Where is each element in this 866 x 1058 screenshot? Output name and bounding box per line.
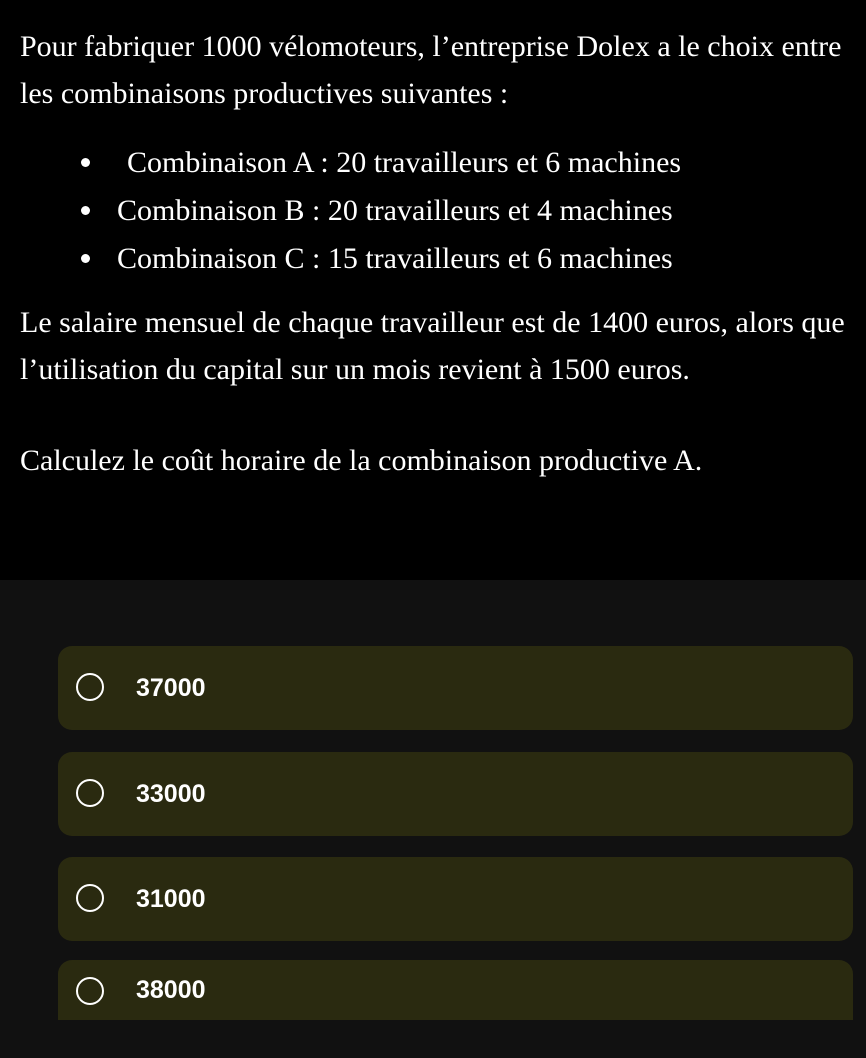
combination-c: Combinaison C : 15 travailleurs et 6 machines [117, 242, 673, 275]
bullet-icon [81, 158, 90, 167]
answer-option-4[interactable] [58, 960, 853, 1020]
combination-list [0, 139, 866, 283]
list-item [0, 235, 866, 283]
answer-options [0, 580, 866, 1058]
answer-option-3[interactable] [58, 857, 853, 941]
question-intro: Pour fabriquer 1000 vélomoteurs, l’entreprise Dolex a le choix entre les combinaisons productives suivantes : [20, 30, 842, 110]
combination-b: Combinaison B : 20 travailleurs et 4 machines [117, 194, 673, 227]
radio-icon[interactable] [76, 977, 104, 1005]
question-context: Le salaire mensuel de chaque travailleur est de 1400 euros, alors que l’utilisation du capital sur un mois revient à 1500 euros. [20, 306, 845, 386]
radio-icon[interactable] [76, 884, 104, 912]
combination-a: Combinaison A : 20 travailleurs et 6 machines [127, 146, 682, 179]
bullet-icon [81, 254, 90, 263]
bullet-icon [81, 206, 90, 215]
question-prompt: Calculez le coût horaire de la combinaison productive A. [20, 444, 703, 477]
answer-option-1[interactable] [58, 646, 853, 730]
list-item [0, 139, 866, 187]
answer-label: 37000 [136, 674, 206, 702]
answer-option-2[interactable] [58, 752, 853, 836]
answer-label: 31000 [136, 885, 206, 913]
radio-icon[interactable] [76, 779, 104, 807]
answer-label: 38000 [136, 976, 206, 1004]
list-item [0, 187, 866, 235]
answer-label: 33000 [136, 780, 206, 808]
radio-icon[interactable] [76, 673, 104, 701]
